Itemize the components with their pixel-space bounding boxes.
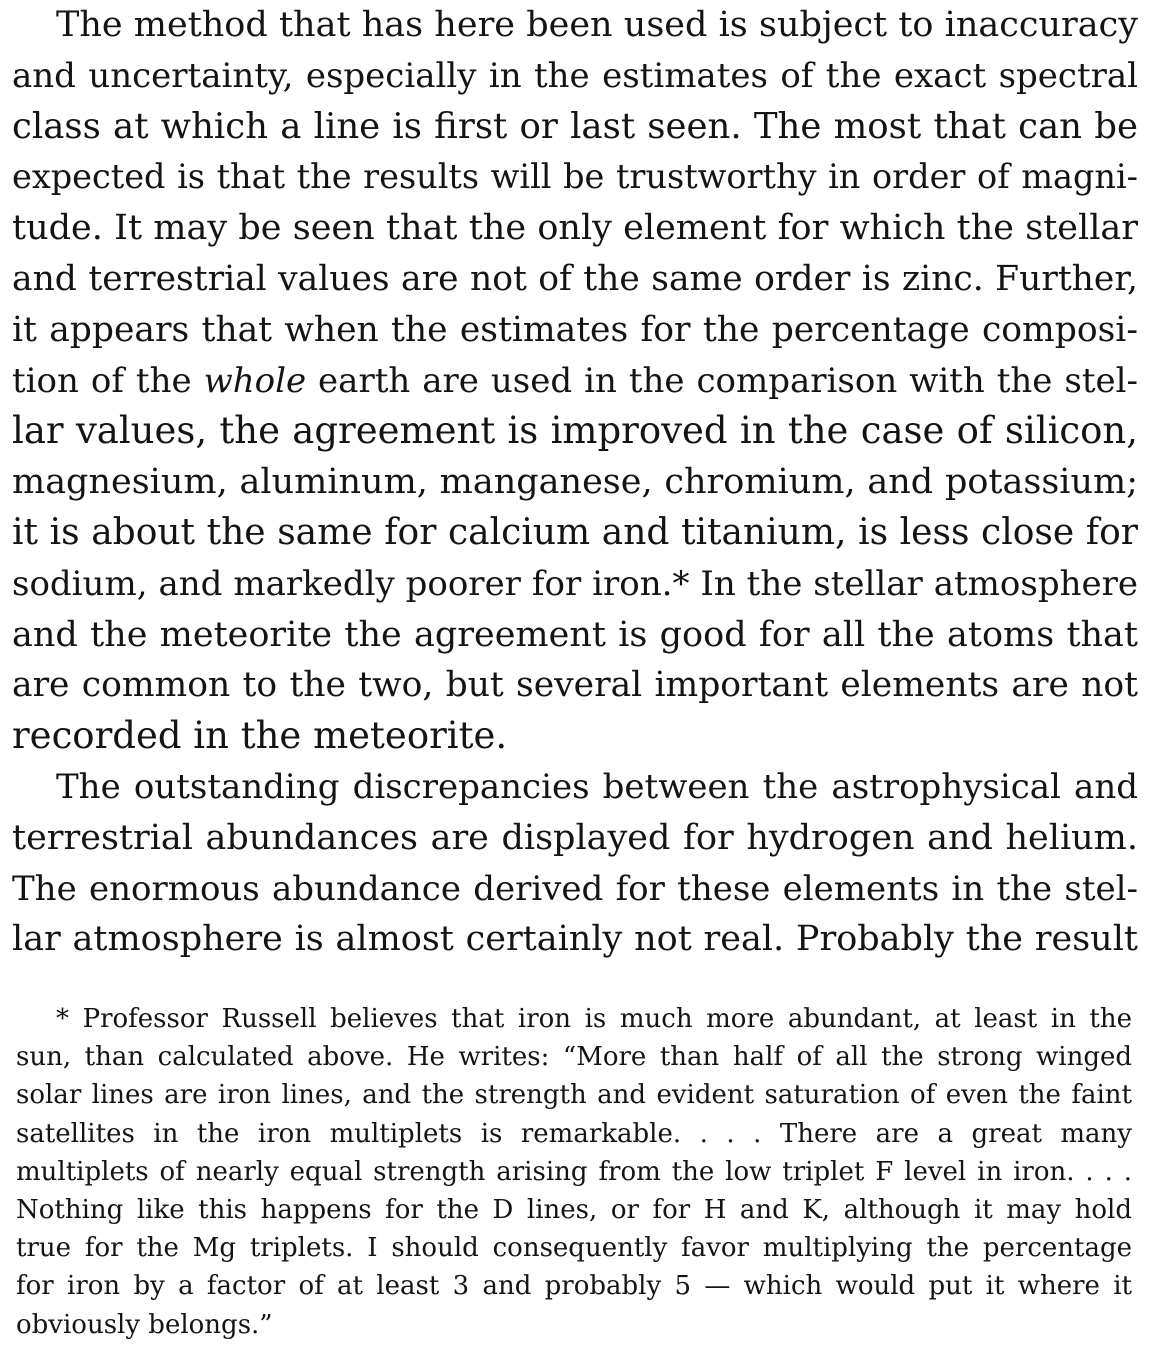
footnote-line: Nothing like this happens for the D lines, or for H and K, although it may hold	[16, 1194, 1132, 1225]
paragraph-1	[12, 0, 1138, 762]
text-line: expected is that the results will be trustworthy in order of magni-	[12, 157, 1138, 197]
text-line: and uncertainty, especially in the estimates of the exact spectral	[12, 55, 1138, 96]
text-line: The method that has here been used is subject to inaccuracy	[56, 5, 1138, 45]
text-line: magnesium, aluminum, manganese, chromium, and potassium;	[12, 462, 1138, 503]
text-line: and terrestrial values are not of the same order is zinc. Further,	[12, 258, 1138, 299]
text-segment: tion of the	[12, 360, 204, 401]
footnote-line: sun, than calculated above. He writes: “More than half of all the strong winged	[16, 1042, 1132, 1073]
text-line: and the meteorite the agreement is good for all the atoms that	[12, 614, 1138, 655]
main-text	[12, 0, 1138, 965]
text-line: tude. It may be seen that the only element for which the stellar	[12, 208, 1138, 249]
footnote-line: solar lines are iron lines, and the strength and evident saturation of even the faint	[16, 1080, 1132, 1111]
text-line: sodium, and markedly poorer for iron.* In the stellar atmosphere	[12, 563, 1138, 604]
paragraph-2	[12, 762, 1138, 965]
emphasis-whole: whole	[203, 360, 307, 401]
footnote-line: for iron by a factor of at least 3 and probably 5 — which would put it where it	[16, 1271, 1132, 1302]
text-line: class at which a line is first or last seen. The most that can be	[12, 105, 1138, 147]
text-line: recorded in the meteorite.	[12, 714, 508, 758]
footnote-line: true for the Mg triplets. I should consequently favor multiplying the percentage	[16, 1233, 1132, 1264]
text-line: terrestrial abundances are displayed for hydrogen and helium.	[12, 817, 1138, 858]
text-line: it is about the same for calcium and titanium, is less close for	[12, 511, 1138, 553]
footnote-line: * Professor Russell believes that iron is much more abundant, at least in the	[56, 1004, 1132, 1034]
text-line: are common to the two, but several important elements are not	[12, 665, 1138, 706]
text-line-with-emphasis	[12, 356, 1138, 407]
footnote	[16, 1000, 1132, 1344]
footnote-line: satellites in the iron multiplets is remarkable. . . . There are a great many	[16, 1118, 1132, 1149]
text-line: The outstanding discrepancies between the astrophysical and	[56, 766, 1138, 807]
text-line: The enormous abundance derived for these elements in the stel-	[12, 868, 1138, 909]
footnote-line: obviously belongs.”	[16, 1309, 273, 1340]
text-line: lar atmosphere is almost certainly not real. Probably the result	[12, 919, 1138, 960]
text-segment: earth are used in the comparison with the stel-	[306, 360, 1138, 401]
footnote-line: multiplets of nearly equal strength arising from the low triplet F level in iron. . . .	[16, 1156, 1132, 1187]
text-line: lar values, the agreement is improved in the case of silicon,	[12, 409, 1138, 453]
text-line: it appears that when the estimates for the percentage composi-	[12, 309, 1138, 350]
